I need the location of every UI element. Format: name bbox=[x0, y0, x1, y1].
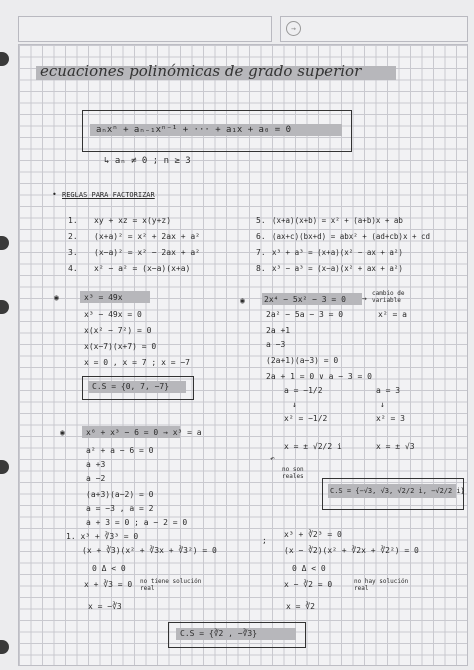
page-title: ecuaciones polinómicas de grado superior bbox=[40, 62, 362, 80]
down-arrow-icon: ↓ bbox=[292, 400, 297, 409]
general-equation: aₙxⁿ + aₙ₋₁xⁿ⁻¹ + ··· + a₁x + a₀ = 0 bbox=[96, 125, 292, 135]
ex2-substitution: x² = a bbox=[378, 310, 407, 319]
rule-number: 6. bbox=[256, 232, 266, 241]
ex1-equation: x³ = 49x bbox=[84, 293, 123, 302]
bullet-icon: ◉ bbox=[60, 428, 65, 437]
arrow-icon: → bbox=[362, 294, 367, 303]
ex1-solution: C.S = {0, 7, −7} bbox=[92, 382, 170, 391]
ex3-solution: C.S = {∛2 , −∛3} bbox=[180, 629, 258, 638]
ex3-step: a +3 bbox=[86, 460, 106, 469]
rule-expression: x³ − a³ = (x−a)(x² + ax + a²) bbox=[272, 264, 403, 273]
ex2-result2: x = ± √3 bbox=[376, 442, 415, 451]
bullet-icon: ◉ bbox=[54, 293, 59, 302]
ex3-right-note: no hay solución real bbox=[354, 578, 409, 592]
ex3-right-line: x³ + ∛2³ = 0 bbox=[284, 530, 342, 539]
ex3-step: a² + a − 6 = 0 bbox=[86, 446, 154, 455]
ex2-result1: x = ± √2/2 i bbox=[284, 442, 342, 451]
rule-expression: x² − a² = (x−a)(x+a) bbox=[94, 264, 191, 273]
ex1-step: x(x−7)(x+7) = 0 bbox=[84, 342, 157, 351]
ex2-step: a −3 bbox=[266, 340, 286, 349]
ex3-equation: x⁶ + x³ − 6 = 0 → x³ = a bbox=[86, 428, 202, 437]
ex3-right-line: 0 Δ < 0 bbox=[292, 564, 326, 573]
rule-expression: (x+a)² = x² + 2ax + a² bbox=[94, 232, 200, 241]
ex2-step: (2a+1)(a−3) = 0 bbox=[266, 356, 339, 365]
ex2-equation: 2x⁴ − 5x² − 3 = 0 bbox=[264, 295, 346, 304]
condition: ↳ aₙ ≠ 0 ; n ≥ 3 bbox=[104, 156, 191, 166]
ex2-root-a1: a = −1/2 bbox=[284, 386, 323, 395]
rule-number: 8. bbox=[256, 264, 266, 273]
ex3-step: (a+3)(a−2) = 0 bbox=[86, 490, 154, 499]
ex3-left-line: 0 Δ < 0 bbox=[92, 564, 126, 573]
rule-expression: (ax+c)(bx+d) = abx² + (ad+cb)x + cd bbox=[272, 232, 431, 241]
ex3-step: a = −3 , a = 2 bbox=[86, 504, 154, 513]
ex2-step: 2a² − 5a − 3 = 0 bbox=[266, 310, 344, 319]
bullet-icon: • bbox=[52, 190, 57, 199]
binder-hole-icon bbox=[0, 236, 9, 250]
header-field-left bbox=[18, 16, 272, 42]
ex2-step: 2a + 1 = 0 ∨ a − 3 = 0 bbox=[266, 372, 372, 381]
ex3-step: a + 3 = 0 ; a − 2 = 0 bbox=[86, 518, 188, 527]
ex3-left-line: (x + ∛3)(x² + ∛3x + ∛3²) = 0 bbox=[82, 546, 217, 555]
bullet-icon: ◉ bbox=[240, 296, 245, 305]
ex3-right-line: x = ∛2 bbox=[286, 602, 315, 611]
curved-arrow-icon: ↶ bbox=[270, 454, 275, 463]
ex2-solution: C.S = {−√3, √3, √2/2 i, −√2/2 i} bbox=[330, 487, 465, 495]
ex3-left-line: x = −∛3 bbox=[88, 602, 122, 611]
rule-number: 4. bbox=[68, 264, 78, 273]
rule-number: 7. bbox=[256, 248, 266, 257]
binder-hole-icon bbox=[0, 640, 9, 654]
binder-hole-icon bbox=[0, 460, 9, 474]
ex3-right-line: x − ∛2 = 0 bbox=[284, 580, 333, 589]
separator: ; bbox=[262, 536, 267, 545]
ex2-root-a2: a = 3 bbox=[376, 386, 401, 395]
rule-number: 3. bbox=[68, 248, 78, 257]
ex2-x1: x² = −1/2 bbox=[284, 414, 328, 423]
ex2-x2: x² = 3 bbox=[376, 414, 405, 423]
ex3-right-line: (x − ∛2)(x² + ∛2x + ∛2²) = 0 bbox=[284, 546, 419, 555]
rule-expression: x³ + a³ = (x+a)(x² − ax + a²) bbox=[272, 248, 403, 257]
ex1-step: x = 0 , x = 7 ; x = −7 bbox=[84, 358, 190, 367]
ex1-step: x³ − 49x = 0 bbox=[84, 310, 142, 319]
ex2-no-real: no son reales bbox=[282, 466, 304, 480]
rule-expression: xy + xz = x(y+z) bbox=[94, 216, 172, 225]
binder-hole-icon bbox=[0, 300, 9, 314]
header-circle-icon: → bbox=[286, 21, 301, 36]
ex3-left-note: no tiene solución real bbox=[140, 578, 202, 592]
rule-number: 2. bbox=[68, 232, 78, 241]
rules-heading: REGLAS PARA FACTORIZAR bbox=[62, 191, 155, 199]
binder-hole-icon bbox=[0, 52, 9, 66]
header-field-right bbox=[280, 16, 468, 42]
rule-number: 1. bbox=[68, 216, 78, 225]
rule-number: 5. bbox=[256, 216, 266, 225]
ex2-note: cambio de variable bbox=[372, 290, 405, 304]
rule-expression: (x−a)² = x² − 2ax + a² bbox=[94, 248, 200, 257]
ex1-step: x(x² − 7²) = 0 bbox=[84, 326, 152, 335]
ex3-left-line: 1. x³ + ∛3³ = 0 bbox=[66, 532, 139, 541]
rule-expression: (x+a)(x+b) = x² + (a+b)x + ab bbox=[272, 216, 403, 225]
down-arrow-icon: ↓ bbox=[380, 400, 385, 409]
ex3-left-line: x + ∛3 = 0 bbox=[84, 580, 133, 589]
ex3-step: a −2 bbox=[86, 474, 106, 483]
ex2-step: 2a +1 bbox=[266, 326, 291, 335]
